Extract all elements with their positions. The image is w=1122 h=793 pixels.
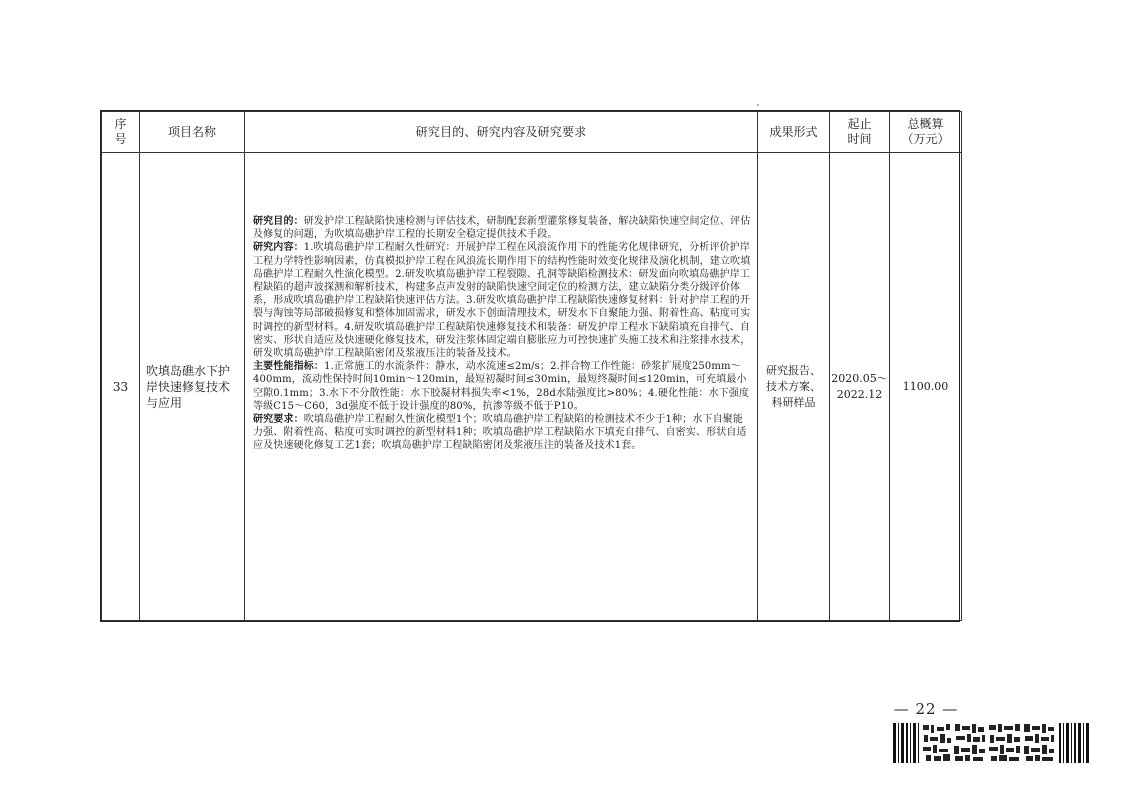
purpose-label: 研究目的： (253, 216, 304, 227)
requirements-paragraph (253, 413, 751, 453)
project-name: 吹填岛礁水下护 岸快速修复技术 与应用 (140, 153, 245, 621)
indicators-label: 主要性能指标： (253, 361, 325, 373)
project-table-frame (100, 110, 960, 622)
content-label: 研究内容： (253, 242, 304, 254)
header-period: 起止 时间 (830, 112, 890, 153)
research-content (245, 153, 758, 621)
project-table (101, 111, 962, 621)
header-result: 成果形式 (758, 112, 830, 153)
header-content: 研究目的、研究内容及研究要求 (245, 112, 758, 153)
period: 2020.05～ 2022.12 (830, 153, 890, 621)
content-paragraph (253, 241, 751, 360)
table-header-row (102, 112, 962, 153)
page-number: — 22 — (893, 700, 959, 718)
requirements-text: 吹填岛礁护岸工程耐久性演化模型1个；吹填岛礁护岸工程缺陷的检测技术不少于1种；水下自聚能力强、附着性高、粘度可实时调控的新型材料1种；吹填岛礁护岸工程缺陷水下填充自排气、自密实、形状自适应及快速硬化修复工艺1套；吹填岛礁护岸工程缺陷密闭及浆液压注的装备及技术1套。 (253, 414, 747, 452)
purpose-text: 研发护岸工程缺陷快速检测与评估技术，研制配套新型灌浆修复装备，解决缺陷快速空间定位、评估及修复的问题，为吹填岛礁护岸工程的长期安全稳定提供技术手段。 (253, 216, 751, 241)
requirements-label: 研究要求： (253, 414, 304, 426)
budget: 1100.00 (890, 153, 962, 621)
header-name: 项目名称 (140, 112, 245, 153)
purpose-paragraph (253, 215, 751, 241)
barcode-icon (893, 723, 1089, 763)
scan-speck (757, 104, 759, 106)
header-budget: 总概算 （万元） (890, 112, 962, 153)
indicators-text: 1.正常施工的水流条件：静水，动水流速≤2m/s；2.拌合物工作性能：砂浆扩展度250mm～400mm，流动性保持时间10min～120min，最短初凝时间≤30min，最短终凝时间≤120min，可充填最小空隙0.1mm；3.水下不分散性能：水下胶凝材料损失率<1%，28d水陆强度比>80%；4.硬化性能：水下强度等级C15～C60，3d强度不低于设计强度的80%，抗渗等级不低于P10。 (253, 361, 750, 412)
header-no: 序 号 (102, 112, 140, 153)
indicators-paragraph (253, 360, 751, 413)
table-row (102, 153, 962, 621)
row-number: 33 (102, 153, 140, 621)
content-text: 1.吹填岛礁护岸工程耐久性研究：开展护岸工程在风浪流作用下的性能劣化规律研究，分析评价护岸工程力学特性影响因素，仿真模拟护岸工程在风浪流长期作用下的结构性能时效变化规律及演化机制，建立吹填岛礁护岸工程耐久性演化模型。2.研发吹填岛礁护岸工程裂隙、孔洞等缺陷检测技术：研发面向吹填岛礁护岸工程缺陷的超声波探测和解析技术，构建多点声发射的缺陷快速空间定位的检测方法，建立缺陷分类分级评价体系，形成吹填岛礁护岸工程缺陷快速评估方法。3.研发吹填岛礁护岸工程缺陷快速修复材料：针对护岸工程的开裂与淘蚀等局部破损修复和整体加固需求，研发水下创面清理技术，研发水下自聚能力强、附着性高、粘度可实时调控的新型材料。4.研发吹填岛礁护岸工程缺陷快速修复技术和装备：研发护岸工程水下缺陷填充自排气、自密实、形状自适应及快速硬化修复技术，研发注浆体固定端自膨胀应力可控快速扩头施工技术和注浆排水技术，研发吹填岛礁护岸工程缺陷密闭及浆液压注的装备及技术。 (253, 242, 751, 360)
result-form: 研究报告、 技术方案、 科研样品 (758, 153, 830, 621)
